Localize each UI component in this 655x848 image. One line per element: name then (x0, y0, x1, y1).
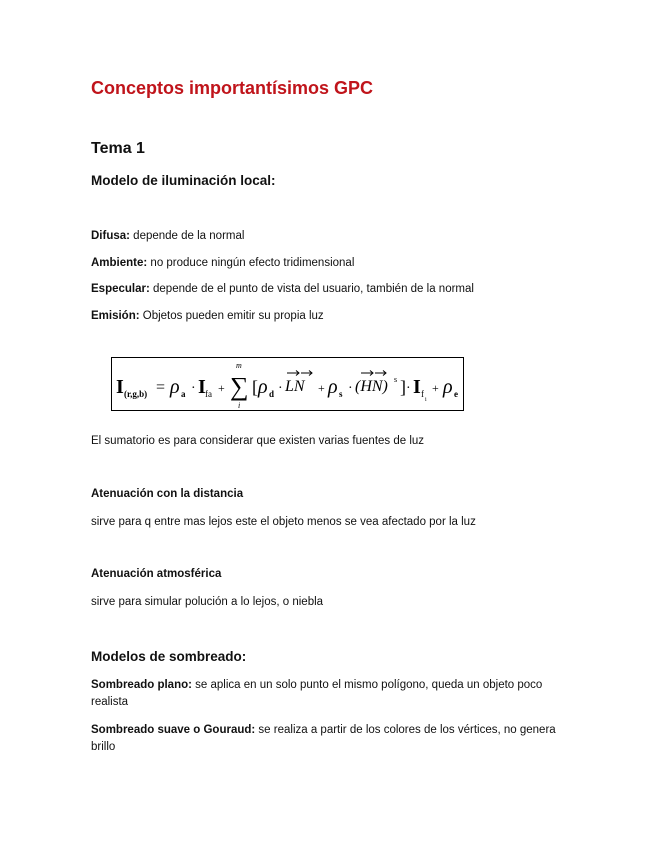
text-emision: Objetos pueden emitir su propia luz (139, 310, 324, 322)
formula-I-fi: I (413, 376, 421, 398)
formula-sub-fa: fa (205, 389, 212, 399)
formula-dot-1: · (191, 381, 196, 396)
paragraph-difusa (91, 228, 561, 245)
formula-HN: (HN) (355, 378, 388, 395)
formula-plus-1: + (218, 381, 225, 395)
paragraph-sombreado-gouraud (91, 722, 561, 756)
label-ambiente: Ambiente: (91, 257, 148, 269)
formula-rho-a: ρ (170, 376, 180, 398)
formula-sub-rgb: (r,g,b) (124, 389, 148, 399)
illumination-formula (111, 357, 464, 411)
formula-I: I (116, 376, 124, 398)
paragraph-sumatorio: El sumatorio es para considerar que existen varias fuentes de luz (91, 435, 425, 447)
paragraph-ambiente (91, 255, 561, 272)
formula-LN: LN (285, 378, 305, 395)
formula-dot-3: · (348, 381, 353, 396)
label-difusa: Difusa: (91, 230, 130, 242)
formula-sum-top: m (236, 361, 242, 370)
paragraph-emision (91, 308, 561, 325)
formula-bracket-close: ] (400, 377, 406, 397)
label-emision: Emisión: (91, 310, 140, 322)
heading-modelos-sombreado: Modelos de sombreado: (91, 649, 247, 664)
formula-sum: ∑ (230, 372, 249, 401)
document-title: Conceptos importantísimos GPC (91, 78, 374, 98)
heading-atenuacion-atmosferica: Atenuación atmosférica (91, 568, 222, 580)
text-ambiente: no produce ningún efecto tridimensional (147, 257, 355, 269)
formula-dot-4: · (406, 381, 411, 396)
formula-plus-2: + (318, 381, 325, 395)
formula-rho-s: ρ (328, 376, 338, 398)
formula-sub-d: d (269, 389, 275, 399)
formula-vector-arrows-hn (361, 371, 386, 376)
text-difusa: depende de la normal (129, 230, 245, 242)
formula-sub-fi: f (421, 389, 424, 399)
formula-exp-s: s (394, 375, 398, 384)
formula-rho-d: ρ (258, 376, 268, 398)
paragraph-especular (91, 281, 561, 298)
paragraph-sombreado-plano (91, 677, 561, 711)
heading-atenuacion-distancia: Atenuación con la distancia (91, 488, 244, 500)
label-especular: Especular: (91, 283, 150, 295)
paragraph-atenuacion-distancia: sirve para q entre mas lejos este el objeto menos se vea afectado por la luz (91, 516, 476, 528)
formula-sum-bottom: i (238, 401, 241, 410)
paragraph-atenuacion-atmosferica: sirve para simular polución a lo lejos, o niebla (91, 596, 324, 608)
formula-I-fa: I (198, 376, 206, 398)
section-heading-tema: Tema 1 (91, 140, 145, 157)
formula-sub-i: i (425, 397, 427, 403)
label-sombreado-gouraud: Sombreado suave o Gouraud: (91, 724, 256, 736)
heading-modelo-iluminacion: Modelo de iluminación local: (91, 173, 276, 188)
text-sombreado-gouraud: se realiza a partir de los colores de los vértices, no genera brillo (91, 724, 556, 753)
text-sombreado-plano: se aplica en un solo punto el mismo polígono, queda un objeto poco realista (91, 679, 543, 708)
text-especular: depende de el punto de vista del usuario, también de la normal (149, 283, 474, 295)
formula-plus-3: + (432, 381, 439, 395)
formula-rho-e: ρ (443, 376, 453, 398)
formula-sub-e: e (454, 389, 458, 399)
formula-dot-2: · (278, 381, 283, 396)
label-sombreado-plano: Sombreado plano: (91, 679, 192, 691)
formula-bracket-open: [ (252, 377, 258, 397)
formula-sub-a: a (181, 389, 186, 399)
formula-vector-arrows-ln (287, 371, 312, 376)
formula-equals: = (156, 379, 166, 396)
formula-sub-s: s (339, 389, 343, 399)
